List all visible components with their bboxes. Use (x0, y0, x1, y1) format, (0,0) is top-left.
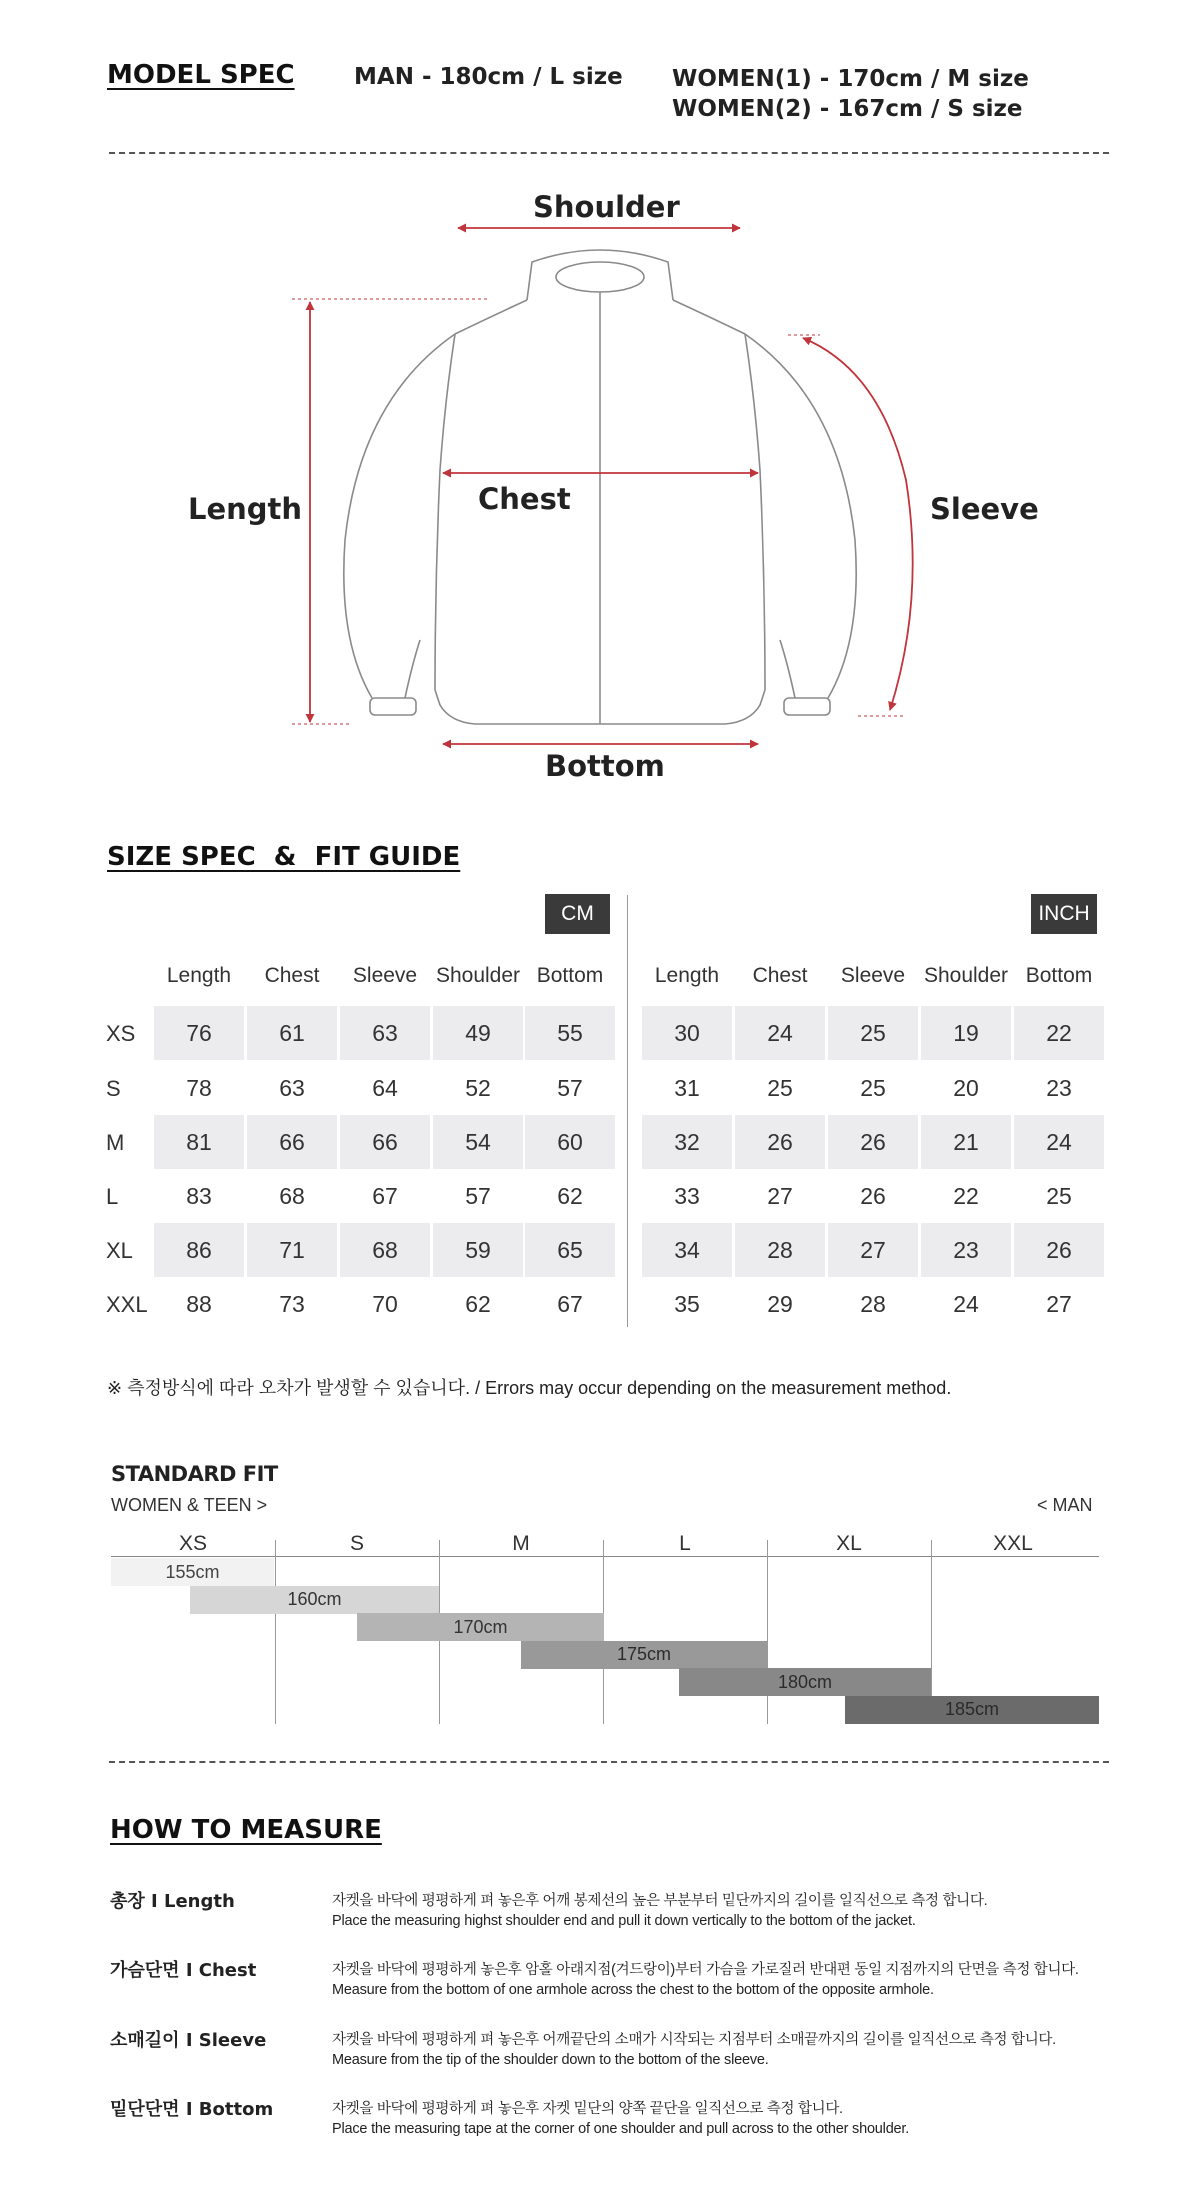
model-spec-man: MAN - 180cm / L size (354, 64, 623, 90)
inch-cell: 26 (828, 1115, 918, 1169)
inch-cell: 27 (828, 1223, 918, 1277)
cm-cell: 78 (186, 1074, 212, 1101)
cm-cell: 73 (279, 1290, 305, 1317)
section-divider-2 (109, 1761, 1109, 1763)
inch-cell: 24 (1014, 1115, 1104, 1169)
measure-item-korean: 자켓을 바닥에 평평하게 펴 놓은후 자켓 밑단의 양쪽 끝단을 일직선으로 측정 합니다. (332, 2101, 843, 2117)
cm-cell: 63 (279, 1074, 305, 1101)
inch-column-header: Chest (752, 964, 808, 987)
inch-cell: 35 (674, 1290, 700, 1317)
label-bottom: Bottom (545, 749, 665, 783)
how-to-measure-title: HOW TO MEASURE (110, 1815, 382, 1845)
cm-cell: 66 (247, 1115, 337, 1169)
measure-item-label: 소매길이 I Sleeve (110, 2030, 267, 2051)
cm-cell: 57 (465, 1182, 491, 1209)
inch-cell: 29 (767, 1290, 793, 1317)
fit-size-label: L (679, 1532, 691, 1555)
inch-cell: 32 (642, 1115, 732, 1169)
inch-cell: 28 (860, 1290, 886, 1317)
measure-item-english: Measure from the tip of the shoulder down to the bottom of the sleeve. (332, 2052, 769, 2068)
measure-item-english: Place the measuring tape at the corner of one shoulder and pull across to the other shoulder. (332, 2121, 910, 2137)
model-spec-women-1: WOMEN(1) - 170cm / M size (672, 66, 1029, 92)
measure-item-korean: 자켓을 바닥에 평평하게 펴 놓은후 어깨끝단의 소매가 시작되는 지점부터 소매끝까지의 길이를 일직선으로 측정 합니다. (332, 2032, 1056, 2048)
fit-height-bar: 155cm (111, 1558, 274, 1586)
cm-column-header: Bottom (536, 964, 604, 987)
inch-cell: 25 (1046, 1182, 1072, 1209)
inch-cell: 30 (642, 1006, 732, 1060)
inch-cell: 25 (767, 1074, 793, 1101)
inch-column-header: Length (654, 964, 720, 987)
inch-cell: 23 (1046, 1074, 1072, 1101)
jacket-diagram (0, 0, 1200, 800)
size-row-label: M (106, 1130, 125, 1155)
fit-height-bar: 185cm (845, 1696, 1099, 1724)
cm-cell: 70 (372, 1290, 398, 1317)
cm-cell: 64 (372, 1074, 398, 1101)
inch-cell: 24 (953, 1290, 979, 1317)
inch-cell: 26 (1014, 1223, 1104, 1277)
inch-cell: 19 (921, 1006, 1011, 1060)
cm-cell: 62 (557, 1182, 583, 1209)
fit-size-label: XL (836, 1532, 862, 1555)
cm-cell: 52 (465, 1074, 491, 1101)
fit-size-label: S (349, 1532, 364, 1555)
cm-cell: 61 (247, 1006, 337, 1060)
cm-cell: 63 (340, 1006, 430, 1060)
inch-cell: 31 (674, 1074, 700, 1101)
cm-column-header: Length (166, 964, 232, 987)
measure-lines (292, 228, 913, 744)
cm-cell: 67 (557, 1290, 583, 1317)
inch-unit-badge: INCH (1031, 894, 1097, 934)
cm-cell: 54 (433, 1115, 523, 1169)
cm-cell: 49 (433, 1006, 523, 1060)
fit-height-bar: 160cm (190, 1586, 439, 1614)
cm-unit-badge: CM (545, 894, 610, 934)
cm-column-header: Chest (264, 964, 320, 987)
measure-item-korean: 자켓을 바닥에 평평하게 펴 놓은후 어깨 봉제선의 높은 부분부터 밑단까지의 길이를 일직선으로 측정 합니다. (332, 1893, 988, 1909)
fit-height-bar: 180cm (679, 1668, 931, 1696)
model-spec-women-2: WOMEN(2) - 167cm / S size (672, 96, 1023, 122)
fit-size-label: XS (178, 1532, 207, 1555)
inch-cell: 23 (921, 1223, 1011, 1277)
cm-cell: 67 (372, 1182, 398, 1209)
cm-cell: 62 (465, 1290, 491, 1317)
inch-cell: 28 (735, 1223, 825, 1277)
cm-cell: 68 (279, 1182, 305, 1209)
inch-cell: 24 (735, 1006, 825, 1060)
standard-fit-title: STANDARD FIT (111, 1462, 278, 1486)
fit-header-line (111, 1556, 1099, 1557)
inch-cell: 27 (1046, 1290, 1072, 1317)
size-row-label: S (106, 1076, 121, 1101)
inch-cell: 25 (860, 1074, 886, 1101)
model-spec-title: MODEL SPEC (107, 60, 295, 90)
size-row-label: XS (106, 1021, 136, 1046)
cm-cell: 65 (525, 1223, 615, 1277)
measurement-note: ※ 측정방식에 따라 오차가 발생할 수 있습니다. / Errors may occur depending on the measurement method. (107, 1378, 952, 1398)
label-sleeve: Sleeve (930, 492, 1039, 526)
cm-cell: 57 (557, 1074, 583, 1101)
measure-item-label: 밑단단면 I Bottom (110, 2099, 274, 2120)
cm-cell: 76 (154, 1006, 244, 1060)
measure-item-label: 가슴단면 I Chest (110, 1960, 257, 1981)
measure-item-english: Place the measuring highst shoulder end and pull it down vertically to the bottom of the jacket. (332, 1913, 916, 1929)
size-spec-title: SIZE SPEC & FIT GUIDE (107, 842, 461, 872)
inch-cell: 20 (953, 1074, 979, 1101)
inch-cell: 26 (735, 1115, 825, 1169)
cm-cell: 86 (154, 1223, 244, 1277)
cm-column-header: Sleeve (352, 964, 418, 987)
measure-item-label: 총장 I Length (110, 1891, 235, 1912)
cm-cell: 55 (525, 1006, 615, 1060)
cm-cell: 59 (433, 1223, 523, 1277)
measure-item-korean: 자켓을 바닥에 평평하게 놓은후 암홀 아래지점(겨드랑이)부터 가슴을 가로질러 반대편 동일 지점까지의 단면을 측정 합니다. (332, 1962, 1079, 1978)
inch-cell: 34 (642, 1223, 732, 1277)
size-row-label: XXL (106, 1292, 148, 1317)
label-chest: Chest (478, 482, 571, 516)
man-label: < MAN (1037, 1495, 1093, 1515)
label-shoulder: Shoulder (533, 190, 680, 224)
fit-column-divider (275, 1540, 276, 1724)
measure-item-english: Measure from the bottom of one armhole across the chest to the bottom of the opposite armhole. (332, 1982, 934, 1998)
cm-cell: 60 (525, 1115, 615, 1169)
inch-column-header: Sleeve (840, 964, 906, 987)
cm-cell: 88 (186, 1290, 212, 1317)
women-teen-label: WOMEN & TEEN > (111, 1495, 268, 1515)
label-length: Length (188, 492, 303, 526)
fit-height-bar: 175cm (521, 1641, 767, 1669)
inch-cell: 22 (1014, 1006, 1104, 1060)
inch-cell: 21 (921, 1115, 1011, 1169)
fit-size-label: M (512, 1532, 530, 1555)
inch-cell: 22 (953, 1182, 979, 1209)
size-row-label: L (106, 1184, 119, 1209)
cm-cell: 68 (340, 1223, 430, 1277)
inch-column-header: Shoulder (923, 964, 1009, 987)
size-row-label: XL (106, 1238, 133, 1263)
inch-cell: 27 (767, 1182, 793, 1209)
jacket-outline (344, 250, 856, 724)
fit-size-label: XXL (993, 1532, 1033, 1555)
inch-cell: 26 (860, 1182, 886, 1209)
cm-column-header: Shoulder (435, 964, 521, 987)
cm-cell: 83 (186, 1182, 212, 1209)
inch-cell: 33 (674, 1182, 700, 1209)
cm-cell: 81 (154, 1115, 244, 1169)
fit-height-bar: 170cm (357, 1613, 604, 1641)
table-divider (627, 895, 628, 1327)
inch-cell: 25 (828, 1006, 918, 1060)
fit-column-divider (767, 1540, 768, 1724)
cm-cell: 71 (247, 1223, 337, 1277)
cm-cell: 66 (340, 1115, 430, 1169)
inch-column-header: Bottom (1025, 964, 1093, 987)
